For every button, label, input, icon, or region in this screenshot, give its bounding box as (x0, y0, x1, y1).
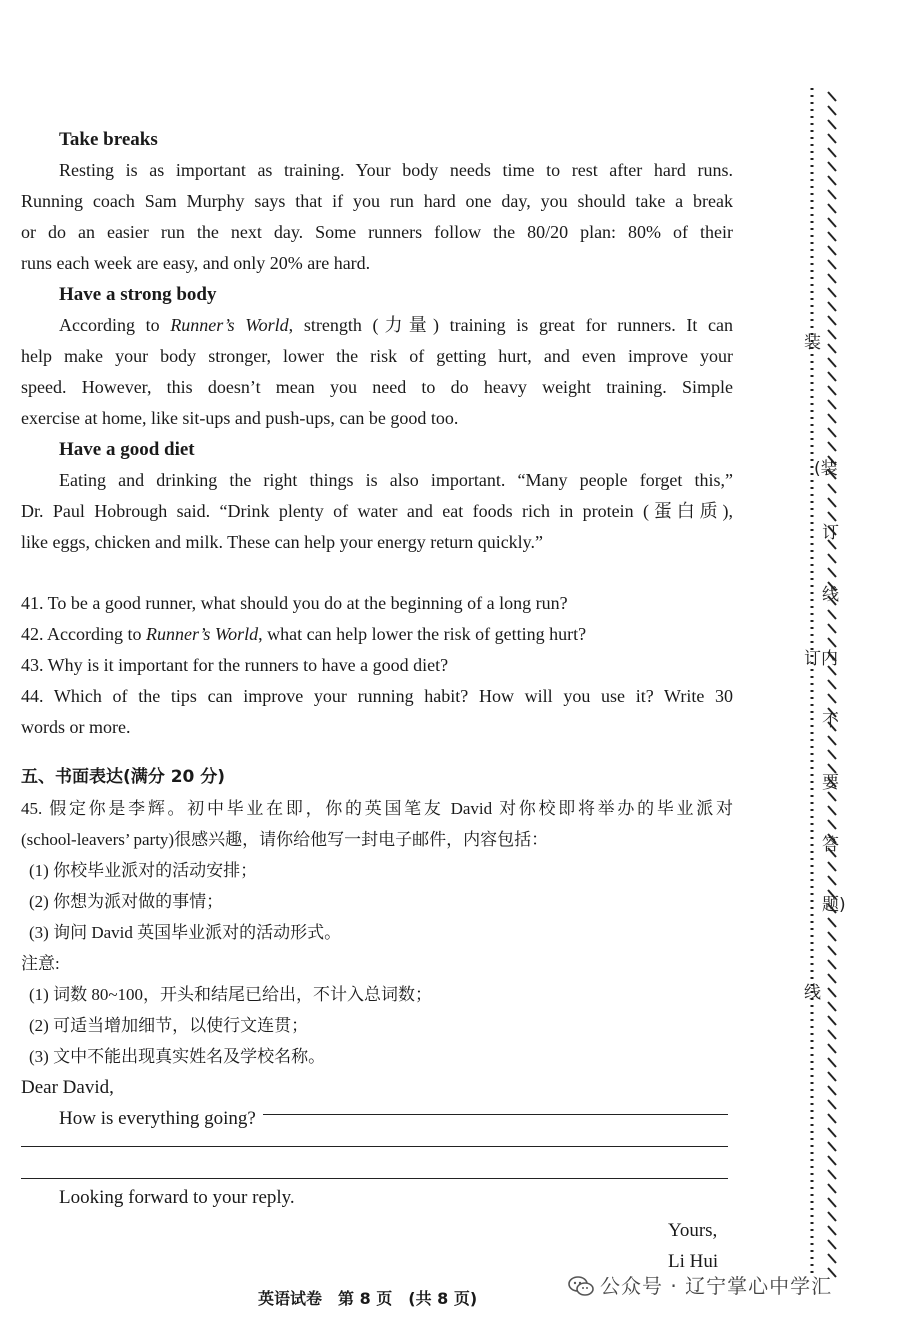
reading-passage (21, 124, 733, 558)
binding-slash (828, 316, 836, 325)
binding-slash (828, 1002, 836, 1011)
binding-slash (828, 260, 836, 269)
binding-label: 订内 (804, 649, 838, 669)
binding-label: 题) (822, 895, 846, 915)
binding-slash (828, 400, 836, 409)
page-footer: 英语试卷 第 8 页 (共 8 页) (258, 1289, 478, 1308)
binding-slash (828, 176, 836, 185)
binding-slash (828, 1086, 836, 1095)
passage-line: speed. However, this doesn’t mean you need to do heavy weight training. Simple (21, 377, 733, 397)
binding-slash (828, 204, 836, 213)
binding-slash (828, 106, 836, 115)
binding-slash (828, 428, 836, 437)
binding-slash (828, 120, 836, 129)
binding-slash (828, 960, 836, 969)
binding-slash (828, 974, 836, 983)
notes-label: 注意: (21, 954, 60, 973)
binding-slash (828, 414, 836, 423)
binding-slash (828, 232, 836, 241)
wechat-icon (568, 1276, 594, 1296)
binding-slash (828, 484, 836, 493)
passage-text: According to (59, 315, 171, 335)
letter-greeting: Dear David, (21, 1077, 114, 1098)
question-43: 43. Why is it important for the runners to have a good diet? (21, 655, 449, 675)
content-item: (2) 你想为派对做的事情； (29, 892, 224, 911)
question-44: 44. Which of the tips can improve your running habit? How will you use it? Write 30 (21, 686, 733, 706)
binding-slash (828, 372, 836, 381)
binding-slash (828, 134, 836, 143)
passage-line: runs each week are easy, and only 20% are hard. (21, 253, 371, 273)
binding-slash (828, 876, 836, 885)
passage-line: Dr. Paul Hobrough said. “Drink plenty of water and eat foods rich in protein (蛋白质), (21, 501, 733, 521)
binding-slash (828, 288, 836, 297)
passage-text: , strength (力量) training is great for runners. It can (288, 315, 733, 335)
binding-label: 线 (822, 585, 839, 605)
question-42 (21, 619, 733, 650)
binding-slash (828, 1100, 836, 1109)
source-title: Runner’s World (145, 624, 259, 644)
binding-slash (828, 358, 836, 367)
binding-slash (828, 680, 836, 689)
heading-good-diet: Have a good diet (59, 439, 195, 460)
heading-strong-body: Have a strong body (59, 284, 217, 305)
writing-prompt: 45. 假定你是李辉。初中毕业在即，你的英国笔友 David 对你校即将举办的毕业派对 (21, 799, 733, 818)
binding-slash (828, 1072, 836, 1081)
binding-label: 答 (822, 835, 839, 855)
binding-slash (828, 1198, 836, 1207)
binding-slash (828, 1058, 836, 1067)
watermark-text: 公众号 · 辽宁掌心中学汇 (600, 1274, 833, 1298)
answer-line[interactable] (21, 1178, 728, 1179)
binding-slash (828, 946, 836, 955)
binding-slash (828, 386, 836, 395)
binding-slash (828, 736, 836, 745)
binding-slash (828, 694, 836, 703)
heading-take-breaks: Take breaks (59, 129, 158, 150)
signature: Li Hui (668, 1251, 719, 1272)
binding-slash (828, 1030, 836, 1039)
binding-slash (828, 1044, 836, 1053)
passage-line: help make your body stronger, lower the risk of getting hurt, and even improve your (21, 346, 733, 366)
letter-opening: How is everything going? (59, 1108, 256, 1129)
binding-slash (828, 246, 836, 255)
letter-closing-block (21, 1182, 733, 1213)
letter-closing: Looking forward to your reply. (59, 1187, 295, 1208)
binding-slash (828, 218, 836, 227)
binding-label: 要 (822, 773, 839, 793)
content-item: (3) 询问 David 英国毕业派对的活动形式。 (29, 923, 342, 942)
content-item: (1) 你校毕业派对的活动安排； (29, 861, 258, 880)
binding-label: 不 (822, 711, 839, 731)
passage-line: Eating and drinking the right things is also important. “Many people forget this,” (59, 470, 733, 490)
binding-slash (828, 1184, 836, 1193)
binding-slash (828, 988, 836, 997)
binding-slash (828, 274, 836, 283)
binding-slash (828, 792, 836, 801)
binding-slash (828, 820, 836, 829)
binding-slash (828, 624, 836, 633)
binding-slash (828, 918, 836, 927)
binding-slash (828, 1142, 836, 1151)
binding-slash (828, 1268, 836, 1277)
binding-slash (828, 1226, 836, 1235)
binding-slash (828, 442, 836, 451)
watermark (568, 1270, 832, 1299)
binding-label: (装 (814, 459, 838, 479)
binding-slash (828, 610, 836, 619)
source-title: Runner’s World (170, 315, 289, 335)
binding-slash (828, 190, 836, 199)
binding-slash (828, 498, 836, 507)
binding-slash (828, 1212, 836, 1221)
binding-slash (828, 1128, 836, 1137)
section-title: 五、书面表达(满分 20 分) (21, 767, 226, 787)
binding-label: 装 (804, 333, 821, 353)
binding-slash (828, 344, 836, 353)
sign-off: Yours, (668, 1220, 718, 1241)
passage-line: Resting is as important as training. Your body needs time to rest after hard runs. (59, 160, 733, 180)
writing-prompt: (school-leavers’ party)很感兴趣，请你给他写一封电子邮件，内容包括： (21, 830, 549, 849)
binding-slash (828, 148, 836, 157)
passage-line: or do an easier run the next day. Some runners follow the 80/20 plan: 80% of their (21, 222, 733, 242)
binding-label: 订 (822, 523, 839, 543)
binding-slash (828, 554, 836, 563)
binding-slash (828, 330, 836, 339)
question-41: 41. To be a good runner, what should you do at the beginning of a long run? (21, 593, 568, 613)
binding-slash (828, 862, 836, 871)
binding-slash (828, 92, 836, 101)
note-item: (1) 词数 80~100，开头和结尾已给出，不计入总词数； (29, 985, 433, 1004)
question-44-cont: words or more. (21, 717, 131, 737)
passage-line (21, 310, 733, 341)
question-text: , what can help lower the risk of getting hurt? (258, 624, 587, 644)
binding-slash (828, 1254, 836, 1263)
answer-line[interactable] (263, 1114, 728, 1115)
answer-line[interactable] (21, 1146, 728, 1147)
note-item: (3) 文中不能出现真实姓名及学校名称。 (29, 1047, 326, 1066)
passage-line: like eggs, chicken and milk. These can help your energy return quickly.” (21, 532, 543, 552)
question-text: 42. According to (21, 624, 146, 644)
questions (21, 588, 733, 743)
binding-slash (828, 1114, 836, 1123)
passage-line: Running coach Sam Murphy says that if you run hard one day, you should take a break (21, 191, 733, 211)
binding-slash (828, 568, 836, 577)
note-item: (2) 可适当增加细节，以使行文连贯； (29, 1016, 309, 1035)
binding-margin (800, 88, 850, 1278)
binding-label: 线 (804, 983, 821, 1003)
binding-slash (828, 1170, 836, 1179)
binding-slash (828, 1016, 836, 1025)
binding-slash (828, 302, 836, 311)
binding-slash (828, 750, 836, 759)
binding-slash (828, 806, 836, 815)
binding-dotted-line (800, 88, 850, 1278)
writing-section (21, 762, 733, 1134)
passage-line: exercise at home, like sit-ups and push-ups, can be good too. (21, 408, 459, 428)
binding-slash (828, 162, 836, 171)
binding-slash (828, 932, 836, 941)
binding-slash (828, 1240, 836, 1249)
binding-slash (828, 1156, 836, 1165)
